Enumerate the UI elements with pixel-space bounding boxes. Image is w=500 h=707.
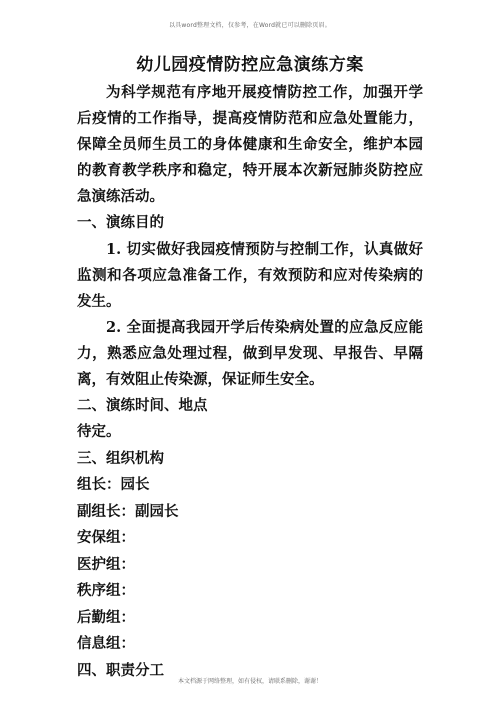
section-heading-duties: 四、职责分工 xyxy=(77,661,164,679)
intro-paragraph: 为科学规范有序地开展疫情防控工作，加强开学后疫情的工作指导，提高疫情防范和应急处置能力，保障全员师生员工的身体健康和生命安全，维护本园的教育教学秩序和稳定，特开展本次新冠肺炎防控应急演练活动。 xyxy=(77,84,423,205)
header-note: 以具word整理文档，仅参考，在Word就已可以删除页眉。 xyxy=(169,22,331,29)
org-line-logistics: 后勤组： xyxy=(77,608,135,626)
document-title: 幼儿园疫情防控应急演练方案 xyxy=(136,55,364,75)
org-line-security: 安保组： xyxy=(77,529,135,546)
section-heading-organization: 三、组织机构 xyxy=(77,449,164,467)
purpose-paragraph-1: 1. 切实做好我园疫情预防与控制工作，认真做好监测和各项应急准备工作，有效预防和应对传染病的发生。 xyxy=(77,240,423,310)
footer-note: 本文档源于网络整理，如有侵权，请联系删除，谢谢！ xyxy=(177,678,322,685)
org-line-deputy: 副组长：副园长 xyxy=(77,502,179,520)
section-heading-time-place: 二、演练时间、地点 xyxy=(77,396,208,414)
org-line-info: 信息组： xyxy=(77,635,135,652)
section-heading-purpose: 一、演练目的 xyxy=(77,214,164,231)
org-line-order: 秩序组： xyxy=(77,582,135,599)
purpose-paragraph-2: 2. 全面提高我园开学后传染病处置的应急反应能力，熟悉应急处理过程，做到早发现、早报告、早隔离，有效阻止传染源，保证师生安全。 xyxy=(77,318,423,388)
time-place-line: 待定。 xyxy=(77,423,121,440)
org-line-medical: 医护组： xyxy=(77,555,135,573)
document-body xyxy=(77,80,423,684)
org-line-leader: 组长：园长 xyxy=(77,476,150,493)
